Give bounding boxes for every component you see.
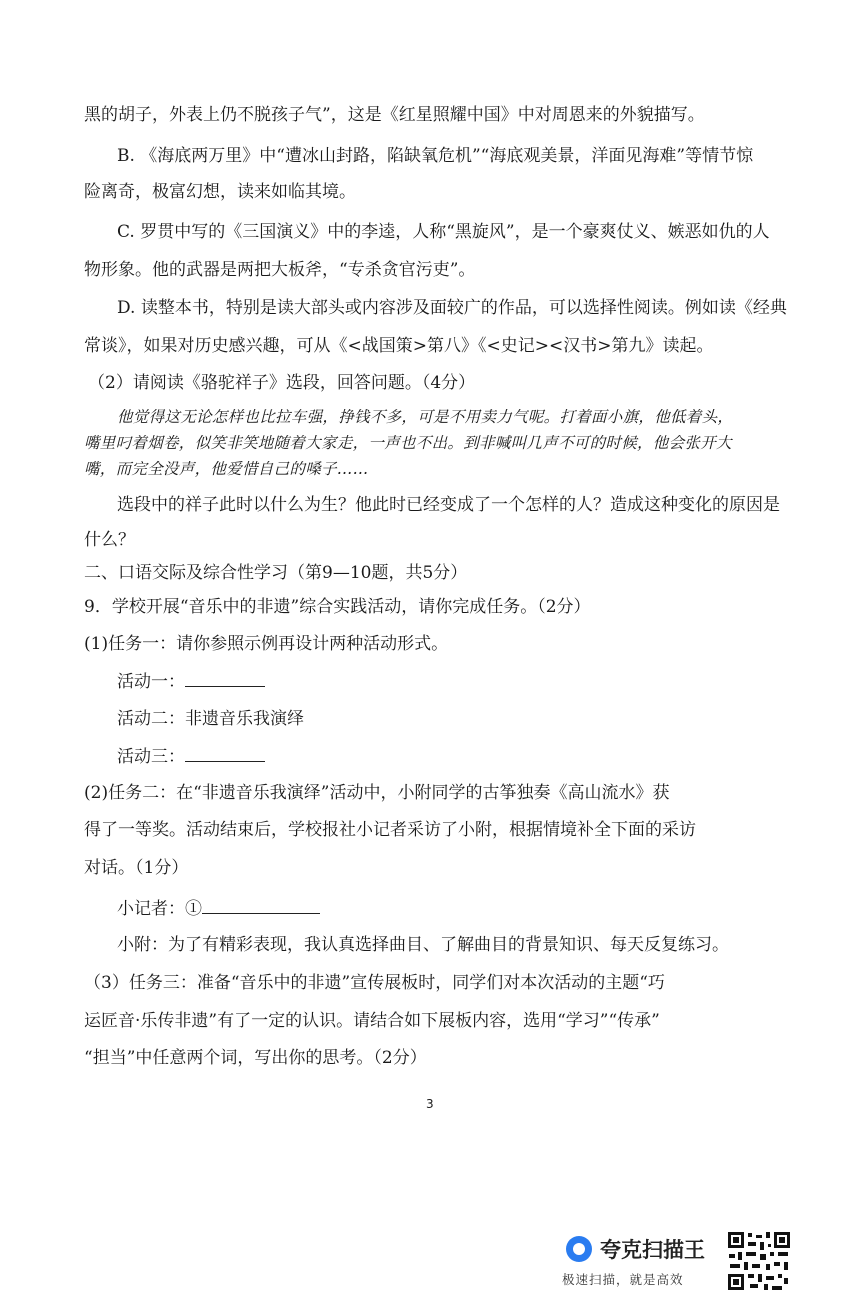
option-b-line-2: 险离奇，极富幻想，读来如临其境。 (84, 182, 356, 202)
option-d-line-2: 常谈》，如果对历史感兴趣，可从《<战国策>第八》《<史记><汉书>第九》读起。 (84, 336, 714, 356)
brand-name: 夸克扫描王 (600, 1238, 705, 1262)
task-2-line-1: (2)任务二：在“非遗音乐我演绎”活动中，小附同学的古筝独奏《高山流水》获 (84, 783, 670, 803)
reporter-question (117, 897, 320, 920)
option-c-line-2: 物形象。他的武器是两把大板斧，“专杀贪官污吏”。 (84, 260, 476, 280)
excerpt-line-1: 他觉得这无论怎样也比拉车强，挣钱不多，可是不用卖力气呢。打着面小旗，他低着头， (117, 408, 734, 426)
activity-2: 活动二：非遗音乐我演绎 (117, 709, 304, 729)
activity-3-blank[interactable] (185, 745, 265, 762)
xiaofu-answer: 小附：为了有精彩表现，我认真选择曲目、了解曲目的背景知识、每天反复练习。 (117, 935, 729, 955)
activity-3 (117, 745, 265, 768)
qr-code-icon (726, 1230, 792, 1292)
task-3-line-1: （3）任务三：准备“音乐中的非遗”宣传展板时，同学们对本次活动的主题“巧 (84, 973, 665, 993)
quark-logo-icon (566, 1236, 592, 1262)
option-d-line-1: D. 读整本书，特别是读大部头或内容涉及面较广的作品，可以选择性阅读。例如读《经典 (117, 298, 787, 318)
option-b-line-1: B. 《海底两万里》中“遭冰山封路，陷缺氧危机”“海底观美景，洋面见海难”等情节惊 (117, 146, 754, 166)
task-1-heading: (1)任务一：请你参照示例再设计两种活动形式。 (84, 634, 449, 654)
task-2-line-3: 对话。（1分） (84, 858, 189, 878)
section-2-heading: 二、口语交际及综合性学习（第9—10题，共5分） (84, 563, 468, 583)
option-c-line-1: C. 罗贯中写的《三国演义》中的李逵，人称“黑旋风”，是一个豪爽仗义、嫉恶如仇的人 (117, 222, 770, 242)
question-9-heading: 9．学校开展“音乐中的非遗”综合实践活动，请你完成任务。（2分） (84, 597, 591, 617)
question-2-heading: （2）请阅读《骆驼祥子》选段，回答问题。（4分） (88, 373, 476, 393)
activity-1-blank[interactable] (185, 670, 265, 687)
page-number: 3 (426, 1097, 434, 1111)
excerpt-line-2: 嘴里叼着烟卷，似笑非笑地随着大家走，一声也不出。到非喊叫几声不可的时候，他会张开大 (84, 434, 732, 452)
question-2-prompt-2: 什么？ (84, 530, 135, 550)
scanner-watermark (560, 1230, 800, 1290)
excerpt-line-3: 嘴，而完全没声，他爱惜自己的嗓子…… (84, 460, 369, 478)
question-2-prompt-1: 选段中的祥子此时以什么为生？他此时已经变成了一个怎样的人？造成这种变化的原因是 (117, 495, 780, 515)
activity-1-label: 活动一： (117, 672, 185, 692)
activity-1 (117, 670, 265, 693)
reporter-label: 小记者：① (117, 899, 202, 919)
task-3-line-2: 运匠音·乐传非遗”有了一定的认识。请结合如下展板内容，选用“学习”“传承” (84, 1011, 660, 1031)
task-3-line-3: “担当”中任意两个词，写出你的思考。（2分） (84, 1048, 427, 1068)
reporter-blank[interactable] (202, 897, 320, 914)
activity-3-label: 活动三： (117, 747, 185, 767)
brand-slogan: 极速扫描，就是高效 (562, 1272, 684, 1287)
task-2-line-2: 得了一等奖。活动结束后，学校报社小记者采访了小附，根据情境补全下面的采访 (84, 820, 696, 840)
text-line-1: 黑的胡子，外表上仍不脱孩子气”，这是《红星照耀中国》中对周恩来的外貌描写。 (84, 105, 705, 125)
